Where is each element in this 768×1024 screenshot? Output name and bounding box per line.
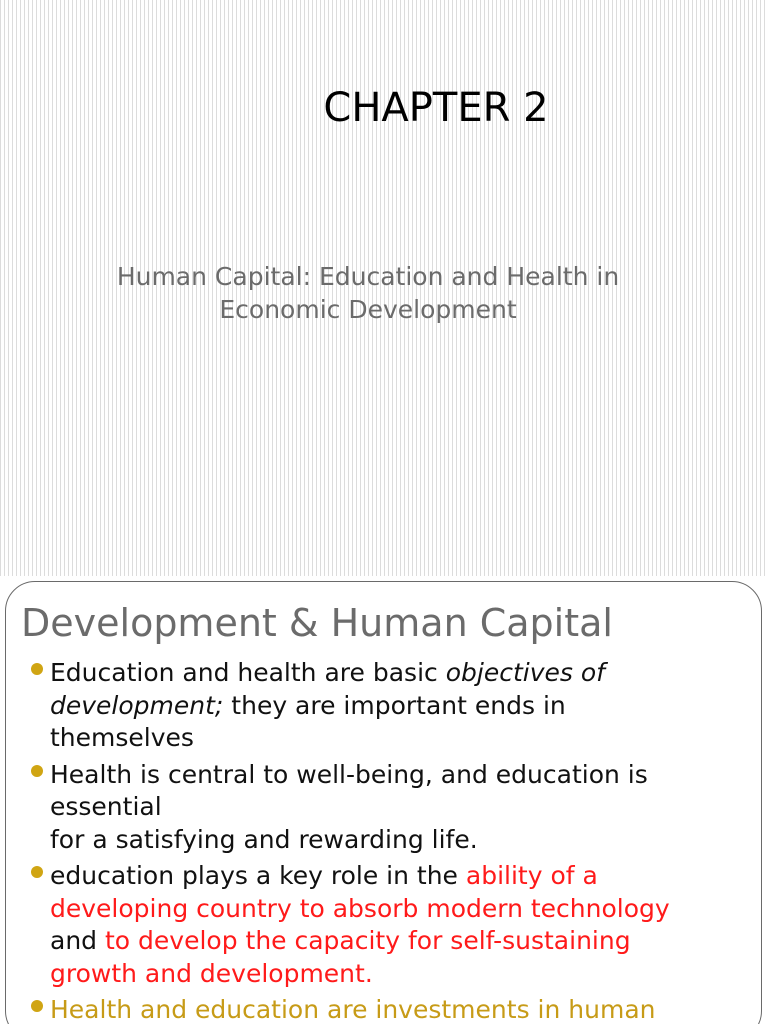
bullet1-line-2 [50, 690, 746, 723]
bullet-dot-icon [31, 663, 43, 675]
bullet-dot-icon [31, 1000, 43, 1012]
bullet2-line-3: for a satisfying and rewarding life. [50, 824, 478, 854]
bullet4-line-1: Health and education are investments in human [50, 995, 656, 1024]
bullet-dot-icon [31, 765, 43, 777]
bullet1-text-a: Education and health are basic [50, 658, 446, 687]
bullet3-text-a: education plays a key role in the [50, 861, 466, 890]
content-slide [5, 581, 762, 1024]
bullet3-line-2: developing country to absorb modern technology [50, 893, 670, 923]
bullet2-line-2: essential [50, 792, 162, 821]
bullet3-highlight-b: to develop the capacity for self-sustaining [104, 926, 631, 955]
bullet3-highlight-a: ability of a [465, 861, 598, 890]
chapter-title: CHAPTER 2 [323, 85, 549, 131]
bullet-item-1 [6, 657, 746, 755]
bullet-item-3 [6, 860, 746, 990]
bullet1-line-3: themselves [50, 723, 194, 752]
bullet1-line-1 [50, 657, 746, 690]
bullet2-line-1: Health is central to well-being, and education is [50, 759, 648, 789]
bullet-item-2 [6, 759, 746, 857]
bullet-dot-icon [31, 866, 43, 878]
bullet1-emphasis-b: development; [50, 690, 224, 720]
bullet3-line-3 [50, 925, 746, 958]
subtitle-line-2: Economic Development [219, 295, 517, 324]
bullet-item-4 [6, 994, 746, 1024]
bullet-list [6, 657, 746, 1024]
bullet1-emphasis-a: objectives of [445, 658, 605, 687]
bullet1-text-b: they are important ends in [223, 690, 566, 720]
chapter-subtitle [0, 260, 736, 326]
bullet3-line-1 [50, 860, 746, 893]
slide-title: Development & Human Capital [21, 601, 613, 645]
bullet3-line-4: growth and development. [50, 958, 373, 988]
bullet3-text-b: and [50, 926, 105, 955]
subtitle-line-1: Human Capital: Education and Health in [116, 262, 620, 291]
